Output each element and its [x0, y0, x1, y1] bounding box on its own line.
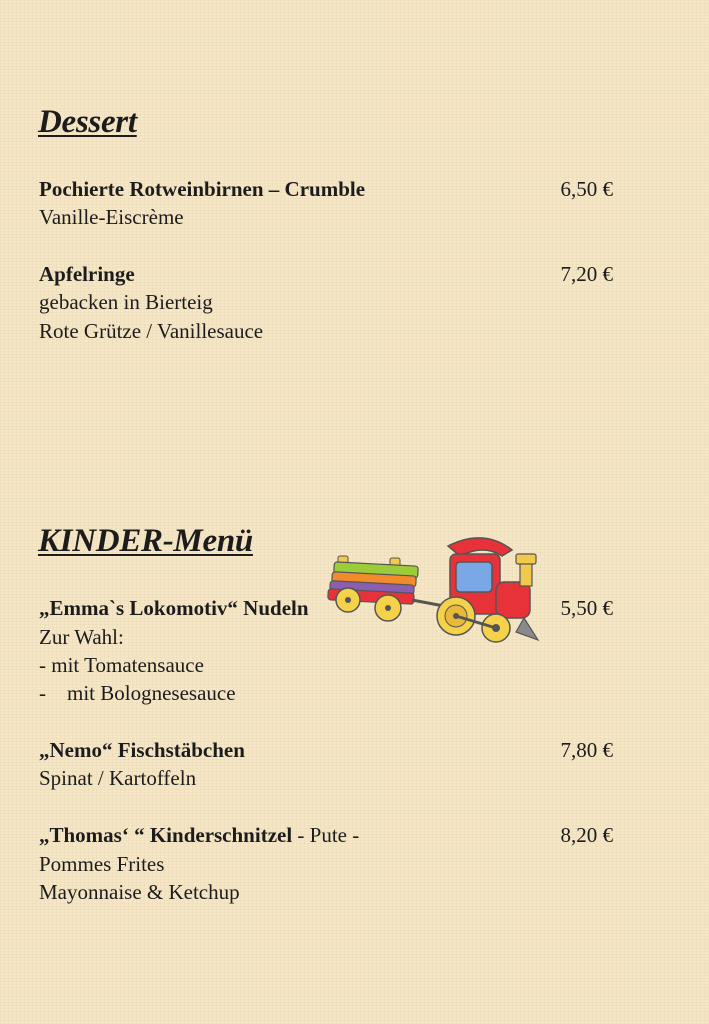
- kinder-item-3-name: „Thomas‘ “ Kinderschnitzel: [39, 823, 293, 847]
- dessert-item-2-name: Apfelringe: [39, 262, 135, 286]
- kinder-menu-heading: KINDER-Menü: [38, 523, 253, 559]
- kinder-item-3-desc-2: Mayonnaise & Ketchup: [39, 880, 240, 904]
- kinder-item-3-name-suffix: - Pute -: [292, 823, 360, 847]
- kinder-item-3-price: 8,20 €: [560, 823, 613, 847]
- dessert-item-1-name: Pochierte Rotweinbirnen – Crumble: [39, 177, 366, 201]
- kinder-item-1-desc-2: - mit Tomatensauce: [39, 653, 204, 677]
- kinder-item-1-name: „Emma`s Lokomotiv“ Nudeln: [39, 596, 309, 620]
- kinder-item-3-desc-1: Pommes Frites: [39, 852, 165, 876]
- dessert-item-2-desc-2: Rote Grütze / Vanillesauce: [39, 319, 264, 343]
- kinder-item-2-price: 7,80 €: [560, 738, 613, 762]
- dessert-item-1-price: 6,50 €: [560, 177, 613, 201]
- kinder-item-3-name-line: [39, 821, 359, 849]
- kinder-item-1-desc-1: Zur Wahl:: [39, 625, 124, 649]
- kinder-item-2-desc: Spinat / Kartoffeln: [39, 766, 197, 790]
- dessert-heading: Dessert: [38, 104, 137, 140]
- kinder-item-1-desc-3: - mit Bolognesesauce: [39, 681, 236, 705]
- dessert-item-2-desc-1: gebacken in Bierteig: [39, 290, 213, 314]
- toy-train-illustration: [326, 528, 546, 654]
- kinder-item-2-name: „Nemo“ Fischstäbchen: [39, 738, 245, 762]
- kinder-item-1-price: 5,50 €: [560, 596, 613, 620]
- dessert-item-1-desc: Vanille-Eiscrème: [39, 205, 184, 229]
- dessert-item-2-price: 7,20 €: [560, 262, 613, 286]
